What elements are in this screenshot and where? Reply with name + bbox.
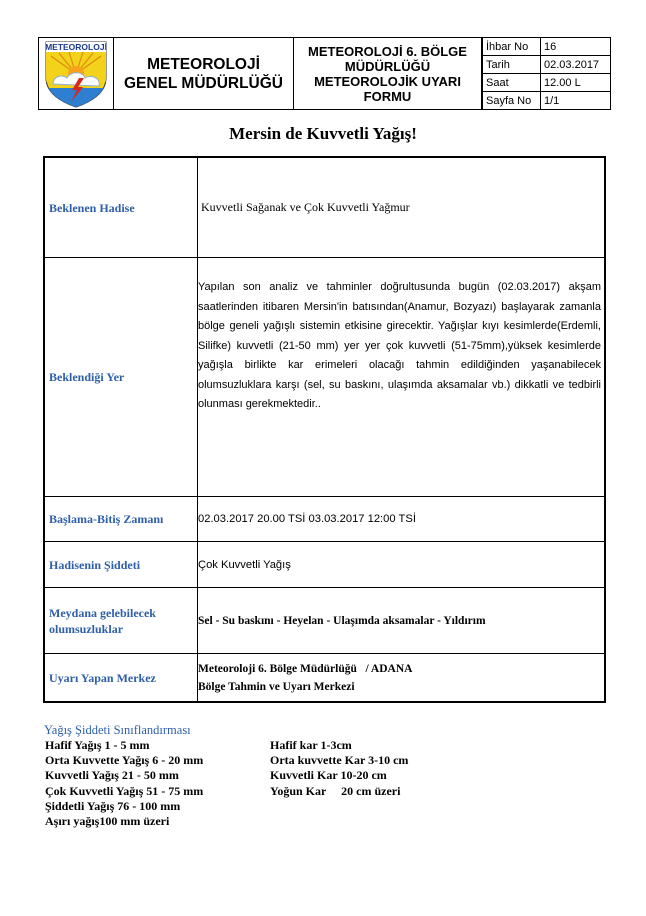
meta-value-ihbar: 16 [541, 38, 611, 56]
meteoroloji-logo-icon [39, 38, 113, 109]
logo-cell [38, 37, 114, 110]
label-beklenen-hadise: Beklenen Hadise [45, 158, 198, 257]
document-title: Mersin de Kuvvetli Yağış! [229, 124, 417, 143]
form-title: METEOROLOJİ 6. BÖLGE MÜDÜRLÜĞÜ METEOROLOJİK UYARI FORMU [294, 37, 482, 110]
merkez-line1: Meteoroloji 6. Bölge Müdürlüğü / ADANA [198, 662, 413, 675]
meta-label-saat: Saat [483, 74, 541, 92]
meta-value-saat: 12.00 L [541, 74, 611, 92]
legend-rain-item: Kuvvetli Yağış 21 - 50 mm [45, 768, 179, 783]
meta-value-sayfa: 1/1 [541, 92, 611, 110]
legend-title: Yağış Şiddeti Sınıflandırması [44, 723, 191, 737]
org-title-line2: GENEL MÜDÜRLÜĞÜ [123, 74, 284, 92]
label-uyari-merkezi: Uyarı Yapan Merkez [45, 654, 198, 701]
legend-snow-item: Kuvvetli Kar 10-20 cm [270, 768, 387, 783]
value-hadise-siddeti: Çok Kuvvetli Yağış [198, 558, 291, 571]
row-uyari-merkezi [45, 654, 604, 701]
value-beklendigi-yer-cell [194, 258, 604, 496]
merkez-line2: Bölge Tahmin ve Uyarı Merkezi [198, 680, 355, 693]
label-beklendigi-yer: Beklendiği Yer [45, 258, 198, 496]
value-uyari-merkezi [194, 654, 604, 701]
meta-label-sayfa: Sayfa No [483, 92, 541, 110]
legend-rain-item: Orta Kuvvette Yağış 6 - 20 mm [45, 753, 204, 768]
legend-rain-item: Çok Kuvvetli Yağış 51 - 75 mm [45, 783, 204, 798]
legend-rain-list [45, 738, 203, 829]
legend-snow-item: Hafif kar 1-3cm [270, 738, 352, 752]
meta-table [482, 37, 611, 110]
legend-rain-item: Aşırı yağış100 mm üzeri [45, 814, 170, 829]
meta-row [483, 38, 611, 56]
legend-rain-item: Şiddetli Yağış 76 - 100 mm [45, 798, 181, 813]
legend-rain-item: Hafif Yağış 1 - 5 mm [45, 738, 150, 752]
legend-snow-item: Orta kuvvette Kar 3-10 cm [270, 753, 409, 768]
org-title-line1: METEOROLOJİ [147, 55, 260, 73]
legend-snow-list [270, 738, 408, 799]
logo-text: METEOROLOJİ [45, 42, 107, 52]
row-baslama-bitis [45, 497, 604, 542]
meta-value-tarih: 02.03.2017 [541, 56, 611, 74]
label-olumsuzluklar: Meydana gelebilecek olumsuzluklar [45, 588, 198, 653]
row-beklenen-hadise [45, 158, 604, 258]
label-baslama-bitis: Başlama-Bitiş Zamanı [45, 497, 198, 541]
meta-row [483, 56, 611, 74]
meta-label-ihbar: İhbar No [483, 38, 541, 56]
warning-table [43, 156, 606, 703]
value-olumsuzluklar: Sel - Su baskını - Heyelan - Ulaşımda aksamalar - Yıldırım [198, 614, 486, 627]
org-title [114, 37, 294, 110]
label-hadise-siddeti: Hadisenin Şiddeti [45, 542, 198, 587]
meta-label-tarih: Tarih [483, 56, 541, 74]
meta-row [483, 74, 611, 92]
value-baslama-bitis: 02.03.2017 20.00 TSİ 03.03.2017 12:00 TSİ [198, 513, 416, 525]
value-beklenen-hadise: Kuvvetli Sağanak ve Çok Kuvvetli Yağmur [201, 200, 410, 214]
row-beklendigi-yer [45, 258, 604, 497]
legend-snow-item: Yoğun Kar 20 cm üzeri [270, 783, 401, 798]
row-hadise-siddeti [45, 542, 604, 588]
meta-row [483, 92, 611, 110]
value-beklendigi-yer: Yapılan son analiz ve tahminler doğrultusunda bugün (02.03.2017) akşam saatlerinden itibaren Mersin'in batısından(Anamur, Bozyazı) başlayarak zamanla bölge geneli yağışlı sistemin etkisine girecektir. Yağışlar kıyı kesimlerde(Erdemli, Silifke) kuvvetli (21-50 mm) yer yer çok kuvvetli (51-75mm),yüksek kesimlerde yağışla birlikte kar erimeleri olacağı tahmin edildiğinden yaşanabilecek olumsuzluklara karşı (sel, su baskını, ulaşımda aksamalar vb.) dikkatli ve tedbirli olunması gerekmektedir.. [198, 281, 601, 410]
row-olumsuzluklar [45, 588, 604, 654]
